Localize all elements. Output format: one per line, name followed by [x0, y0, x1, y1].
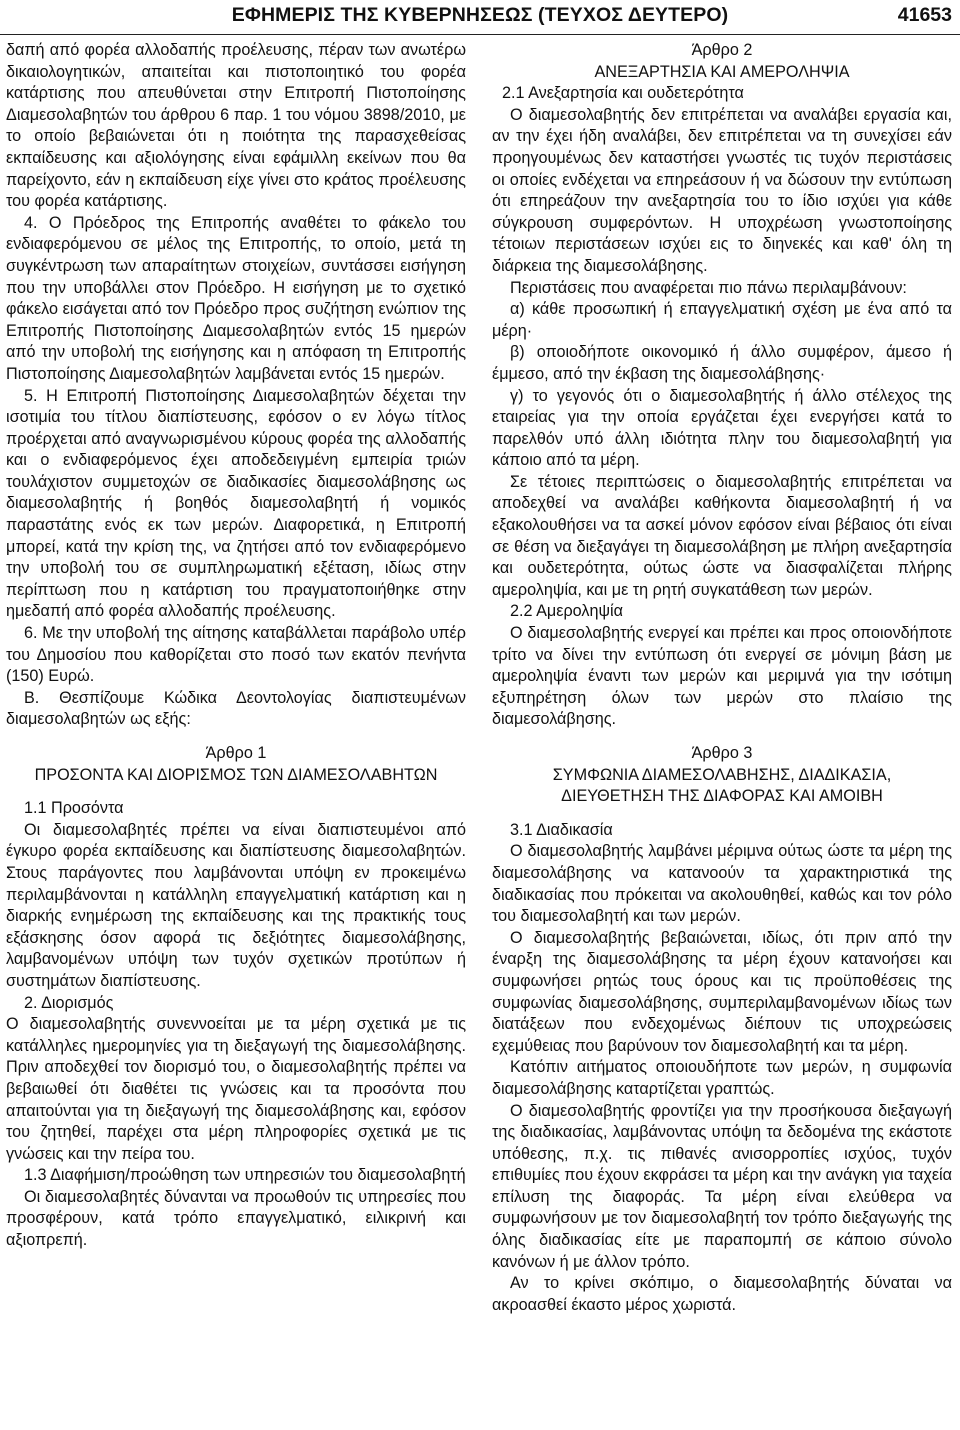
section-2-1-text: Ο διαμεσολαβητής δεν επιτρέπεται να αναλάβει εργασία και, αν την έχει ήδη αναλάβει, δεν επιτρέπεται να τη συνεχίσει εάν προηγουμένως δεν καταστήσει γνωστές τις τυχόν περιστάσεις οι οποίες ενδέχεται να επηρεάσουν ή να δώσουν την εντύπωση ότι επηρεάζουν την ανεξαρτησία του το ίδιο ισχύει για κάθε σύγκρουση συμφερόντων. Η υποχρέωση γνωστοποίησης τέτοιων περιστάσεων ισχύει εις το διηνεκές και καθ' όλη τη διάρκεια της διαμεσολάβησης.	[492, 105, 952, 275]
section-1-1-title: 1.1 Προσόντα	[24, 799, 124, 818]
section-2-title: 2. Διορισμός	[24, 993, 114, 1012]
article-3-title: Άρθρο 3	[691, 744, 753, 762]
left-column	[6, 40, 466, 1252]
in-such-cases: Σε τέτοιες περιπτώσεις ο διαμεσολαβητής επιτρέπεται να αποδεχθεί να αναλάβει καθήκοντα διαμεσολαβητή ή να εξακολουθήσει να τα ασκεί μόνον εφόσον είναι βέβαιος ότι είναι σε θέση να διεξαγάγει τη διαμεσολάβηση με πλήρη ανεξαρτησία και ουδετερότητα, ούτως ώστε να διασφαλίζεται πλήρης αμεροληψία, και με τη ρητή συγκατάθεση των μερών.	[492, 472, 952, 599]
section-3-1-paragraph-3: Κατόπιν αιτήματος οποιουδήποτε των μερών, η συμφωνία διαμεσολάβησης καταρτίζεται γραπτώς.	[492, 1058, 952, 1098]
list-item-a: α) κάθε προσωπική ή επαγγελματική σχέση με ένα από τα μέρη·	[492, 300, 952, 340]
section-2-2-title: 2.2 Αμεροληψία	[510, 602, 623, 621]
page-number: 41653	[897, 4, 952, 26]
paragraph-6: 6. Με την υποβολή της αίτησης καταβάλλεται παράβολο υπέρ του Δημοσίου που καθορίζεται στο ποσό των εκατόν πενήντα (150) Ευρώ.	[6, 624, 466, 686]
paragraph-4: 4. Ο Πρόεδρος της Επιτροπής αναθέτει το φάκελο του ενδιαφερόμενου σε μέλος της Επιτροπής, το οποίο, μετά τη συγκέντρωση των απαραίτητων στοιχείων, συντάσσει εισήγηση που την υποβάλλει στον Πρόεδρο. Η εισήγηση με το σχετικό φάκελο εισάγεται από τον Πρόεδρο προς συζήτηση ενώπιον της Επιτροπής Πιστοποίησης Διαμεσολαβητών εντός 15 ημερών από την υποβολή της εισήγησης και η απόφαση τη Επιτροπής Πιστοποίησης Διαμεσολαβητών λαμβάνεται εντός 15 ημερών.	[6, 213, 466, 383]
article-3-heading-line-2: ΔΙΕΥΘΕΤΗΣΗ ΤΗΣ ΔΙΑΦΟΡΑΣ ΚΑΙ ΑΜΟΙΒΗ	[561, 787, 883, 806]
paragraph-3-continued: δαπή από φορέα αλλοδαπής προέλευσης, πέραν των ανωτέρω δικαιολογητικών, απαιτείται και πιστοποιητικό του φορέα κατάρτισης που απευθύνεται στην Επιτροπή Πιστοποίησης Διαμεσολαβητών του άρθρου 6 παρ. 1 του νόμου 3898/2010, με το οποίο βεβαιώνεται ότι η ποιότητα της παρασχεθείσας εκπαίδευσης και αξιολόγησης είναι εφάμιλλη εκείνων που θα παρείχοντο, εάν η εκπαίδευση είχε γίνει στο κράτος προέλευσης του φορέα κατάρτισης.	[6, 41, 466, 211]
section-3-1-paragraph-5: Αν το κρίνει σκόπιμο, ο διαμεσολαβητής δύναται να ακροασθεί έκαστο μέρος χωριστά.	[492, 1274, 952, 1314]
article-1-title: Άρθρο 1	[205, 744, 267, 762]
section-3-1-paragraph-1: Ο διαμεσολαβητής λαμβάνει μέριμνα ούτως ώστε τα μέρη της διαμεσολάβησης να κατανοούν τα χαρακτηριστικά της διαδικασίας που πρόκειται να ακολουθηθεί, καθώς και τον ρόλο του διαμεσολαβητή και των μερών.	[492, 842, 952, 926]
paragraph-b: Β. Θεσπίζουμε Κώδικα Δεοντολογίας διαπιστευμένων διαμεσολαβητών ως εξής:	[6, 688, 466, 729]
section-3-1-paragraph-4: Ο διαμεσολαβητής φροντίζει για την προσήκουσα διεξαγωγή της διαδικασίας, λαμβάνοντας υπόψη τα δεδομένα της εκάστοτε υπόθεσης, π.χ. τις πιθανές ανισορροπίες ισχύος, τυχόν επιθυμίες που έχουν εκφράσει τα μέρη και την ανάγκη για ταχεία επίλυση της διαφοράς. Τα μέρη είναι ελεύθερα να συμφωνήσουν με τον διαμεσολαβητή τον τρόπο διεξαγωγής της όλης διαδικασίας είτε με παραπομπή σε κάποιο σύνολο κανόνων ή με άλλον τρόπο.	[492, 1101, 952, 1271]
section-2-1-title: 2.1 Ανεξαρτησία και ουδετερότητα	[502, 84, 744, 103]
article-3-heading-line-1: ΣΥΜΦΩΝΙΑ ΔΙΑΜΕΣΟΛΑΒΗΣΗΣ, ΔΙΑΔΙΚΑΣΙΑ,	[552, 765, 892, 784]
section-1-3-title: 1.3 Διαφήμιση/προώθηση των υπηρεσιών του διαμεσολαβητή	[24, 1166, 466, 1185]
page-header	[0, 0, 960, 35]
section-3-1-paragraph-2: Ο διαμεσολαβητής βεβαιώνεται, ιδίως, ότι πριν από την έναρξη της διαμεσολάβησης τα μέρη έχουν κατανοήσει και συμφωνήσει ρητώς τους όρους και τις προϋποθέσεις της συμφωνίας διαμεσολάβησης, συμπεριλαμβανομένων ιδίως των διατάξεων που ενδεχομένως διέπουν τις υποχρεώσεις εχεμύθειας που βαρύνουν τον διαμεσολαβητή και τα μέρη.	[492, 928, 952, 1055]
list-item-c: γ) το γεγονός ότι ο διαμεσολαβητής ή άλλο στέλεχος της εταιρείας για την οποία εργάζεται έχει ενεργήσει κατά το παρελθόν υπό άλλη ιδιότητα πλην του διαμεσολαβητή για κάποιο από τα μέρη.	[492, 386, 952, 470]
circumstances-intro: Περιστάσεις που αναφέρεται πιο πάνω περιλαμβάνουν:	[510, 278, 907, 297]
right-column	[492, 40, 952, 1316]
gazette-title: ΕΦΗΜΕΡΙΣ ΤΗΣ ΚΥΒΕΡΝΗΣΕΩΣ (ΤΕΥΧΟΣ ΔΕΥΤΕΡΟ)	[231, 4, 729, 26]
article-2-heading: ΑΝΕΞΑΡΤΗΣΙΑ ΚΑΙ ΑΜΕΡΟΛΗΨΙΑ	[594, 62, 850, 81]
section-2-text: Ο διαμεσολαβητής συνεννοείται με τα μέρη σχετικά με τις κατάλληλες ημερομηνίες για τη διεξαγωγή της διαμεσολάβησης. Πριν αποδεχθεί τον διορισμό του, ο διαμεσολαβητής πρέπει να βεβαιωθεί ότι διαθέτει τις γνώσεις και τα προσόντα που απαιτούνται για τη διεξαγωγή της διαμεσολάβησης και, εφόσον του ζητηθεί, παρέχει στα μέρη πληροφορίες σχετικά με τις γνώσεις και την πείρα του.	[6, 1015, 466, 1163]
section-1-3-text: Οι διαμεσολαβητές δύνανται να προωθούν τις υπηρεσίες που προσφέρουν, κατά τρόπο επαγγελματικό, ειλικρινή και αξιοπρεπή.	[6, 1187, 466, 1250]
paragraph-5: 5. Η Επιτροπή Πιστοποίησης Διαμεσολαβητών δέχεται την ισοτιμία του τίτλου διαπίστευσης, εφόσον ο εν λόγω τίτλος προέρχεται από αναγνωρισμένου κύρους φορέα της αλλοδαπής και ο ενδιαφερόμενος έχει αποδεδειγμένη εμπειρία τριών τουλάχιστον συμμετοχών σε διαδικασίες διαμεσολάβησης ως διαμεσολαβητής ή βοηθός διαμεσολαβητή ή νομικός παραστάτης ενός εκ των μερών. Διαφορετικά, η Επιτροπή μπορεί, κατά την κρίση της, να ζητήσει από τον ενδιαφερόμενο την υποβολή του σε συμπληρωματική εξέταση, ιδίως στην περίπτωση που η κατάρτιση του πραγματοποιήθηκε στην ημεδαπή από φορέα αλλοδαπής προέλευσης.	[6, 386, 466, 621]
section-2-2-text: Ο διαμεσολαβητής ενεργεί και πρέπει και προς οποιονδήποτε τρίτο να δίνει την εντύπωση ότι ενεργεί σε μόνιμη βάση με αμεροληψία έναντι των μερών και μεριμνά για την ισότιμη εξυπηρέτηση όλων των μερών στο πλαίσιο της διαμεσολάβησης.	[492, 624, 952, 729]
article-2-title: Άρθρο 2	[691, 41, 753, 59]
list-item-b: β) οποιοδήποτε οικονομικό ή άλλο συμφέρον, άμεσο ή έμμεσο, από την έκβαση της διαμεσολάβησης·	[492, 343, 952, 383]
article-1-heading: ΠΡΟΣΟΝΤΑ ΚΑΙ ΔΙΟΡΙΣΜΟΣ ΤΩΝ ΔΙΑΜΕΣΟΛΑΒΗΤΩΝ	[34, 765, 438, 784]
section-3-1-title: 3.1 Διαδικασία	[510, 820, 613, 839]
section-1-1-text: Οι διαμεσολαβητές πρέπει να είναι διαπιστευμένοι από έγκυρο φορέα εκπαίδευσης και διαπίστευσης διαμεσολαβητών. Στους παράγοντες που λαμβάνονται υπόψη εν προκειμένω περιλαμβάνονται η κατάλληλη επαγγελματική κατάρτιση και η διαρκής ενημέρωση της εκπαίδευσης και της πρακτικής τους εξάσκησης όσον αφορά τις δεξιότητες διαμεσολάβησης, λαμβανομένων υπόψη των τυχόν σχετικών προτύπων ή συστημάτων διαπίστευσης.	[6, 820, 466, 990]
